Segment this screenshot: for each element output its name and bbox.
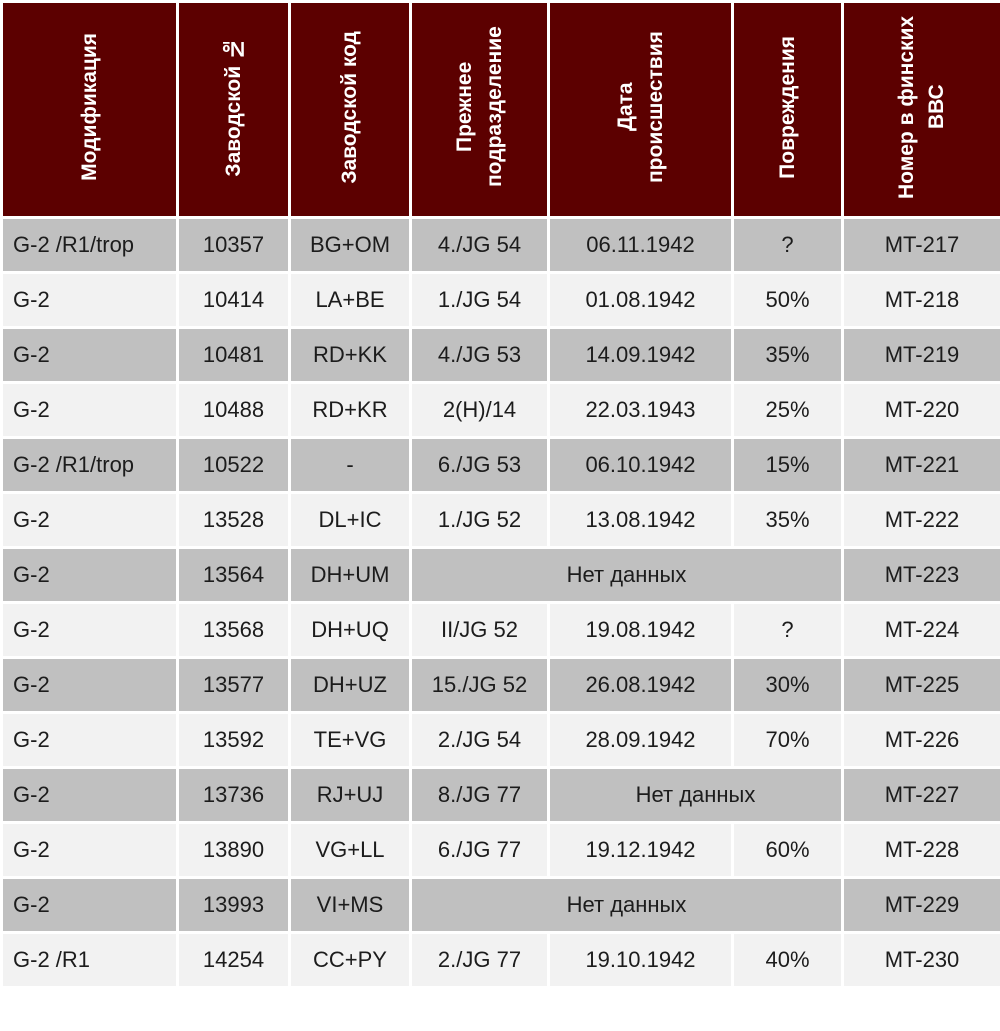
cell-finnish-af-number: MT-228 bbox=[843, 823, 1000, 878]
cell-serial-number: 13528 bbox=[178, 493, 290, 548]
cell-modification: G-2 bbox=[2, 603, 178, 658]
cell-serial-number: 13890 bbox=[178, 823, 290, 878]
cell-no-data: Нет данных bbox=[411, 548, 843, 603]
table-row bbox=[2, 493, 1000, 548]
cell-no-data: Нет данных bbox=[411, 878, 843, 933]
cell-damage: 40% bbox=[733, 933, 843, 988]
cell-previous-unit: 2./JG 77 bbox=[411, 933, 549, 988]
table-row bbox=[2, 383, 1000, 438]
header-finnish-af-number bbox=[843, 2, 1000, 218]
cell-factory-code: RJ+UJ bbox=[290, 768, 411, 823]
header-incident-date bbox=[549, 2, 733, 218]
cell-modification: G-2 /R1/trop bbox=[2, 438, 178, 493]
cell-factory-code: DH+UM bbox=[290, 548, 411, 603]
cell-finnish-af-number: MT-230 bbox=[843, 933, 1000, 988]
cell-modification: G-2 bbox=[2, 713, 178, 768]
cell-factory-code: TE+VG bbox=[290, 713, 411, 768]
cell-previous-unit: 4./JG 54 bbox=[411, 218, 549, 273]
cell-damage: 50% bbox=[733, 273, 843, 328]
table-row bbox=[2, 328, 1000, 383]
cell-previous-unit: 1./JG 52 bbox=[411, 493, 549, 548]
header-serial-number-label: Заводской № bbox=[221, 37, 245, 177]
cell-serial-number: 10522 bbox=[178, 438, 290, 493]
cell-incident-date: 28.09.1942 bbox=[549, 713, 733, 768]
header-factory-code bbox=[290, 2, 411, 218]
table-row bbox=[2, 658, 1000, 713]
cell-factory-code: BG+OM bbox=[290, 218, 411, 273]
cell-finnish-af-number: MT-224 bbox=[843, 603, 1000, 658]
cell-previous-unit: 4./JG 53 bbox=[411, 328, 549, 383]
cell-previous-unit: II/JG 52 bbox=[411, 603, 549, 658]
cell-serial-number: 13577 bbox=[178, 658, 290, 713]
cell-modification: G-2 bbox=[2, 273, 178, 328]
cell-factory-code: DH+UQ bbox=[290, 603, 411, 658]
table-row bbox=[2, 768, 1000, 823]
header-modification-label: Модификация bbox=[77, 33, 101, 181]
cell-incident-date: 01.08.1942 bbox=[549, 273, 733, 328]
cell-serial-number: 10481 bbox=[178, 328, 290, 383]
cell-modification: G-2 bbox=[2, 823, 178, 878]
cell-modification: G-2 bbox=[2, 768, 178, 823]
cell-incident-date: 06.11.1942 bbox=[549, 218, 733, 273]
cell-serial-number: 10414 bbox=[178, 273, 290, 328]
cell-damage: 35% bbox=[733, 328, 843, 383]
table-row bbox=[2, 273, 1000, 328]
table-row bbox=[2, 823, 1000, 878]
cell-previous-unit: 15./JG 52 bbox=[411, 658, 549, 713]
cell-previous-unit: 6./JG 53 bbox=[411, 438, 549, 493]
cell-factory-code: - bbox=[290, 438, 411, 493]
cell-factory-code: DL+IC bbox=[290, 493, 411, 548]
cell-previous-unit: 2(H)/14 bbox=[411, 383, 549, 438]
cell-damage: ? bbox=[733, 603, 843, 658]
cell-previous-unit: 6./JG 77 bbox=[411, 823, 549, 878]
cell-modification: G-2 bbox=[2, 878, 178, 933]
header-previous-unit bbox=[411, 2, 549, 218]
cell-finnish-af-number: MT-217 bbox=[843, 218, 1000, 273]
cell-finnish-af-number: MT-229 bbox=[843, 878, 1000, 933]
cell-incident-date: 19.12.1942 bbox=[549, 823, 733, 878]
cell-finnish-af-number: MT-218 bbox=[843, 273, 1000, 328]
cell-finnish-af-number: MT-222 bbox=[843, 493, 1000, 548]
cell-finnish-af-number: MT-223 bbox=[843, 548, 1000, 603]
cell-serial-number: 14254 bbox=[178, 933, 290, 988]
table-row bbox=[2, 548, 1000, 603]
cell-finnish-af-number: MT-220 bbox=[843, 383, 1000, 438]
cell-previous-unit: 8./JG 77 bbox=[411, 768, 549, 823]
cell-incident-date: 13.08.1942 bbox=[549, 493, 733, 548]
cell-finnish-af-number: MT-227 bbox=[843, 768, 1000, 823]
cell-modification: G-2 /R1 bbox=[2, 933, 178, 988]
cell-previous-unit: 2./JG 54 bbox=[411, 713, 549, 768]
table-row bbox=[2, 933, 1000, 988]
cell-incident-date: 26.08.1942 bbox=[549, 658, 733, 713]
cell-factory-code: LA+BE bbox=[290, 273, 411, 328]
cell-factory-code: VG+LL bbox=[290, 823, 411, 878]
cell-serial-number: 10357 bbox=[178, 218, 290, 273]
cell-incident-date: 19.08.1942 bbox=[549, 603, 733, 658]
header-modification bbox=[2, 2, 178, 218]
header-factory-code-label: Заводской код bbox=[338, 30, 361, 184]
table-row bbox=[2, 438, 1000, 493]
cell-modification: G-2 bbox=[2, 658, 178, 713]
cell-damage: ? bbox=[733, 218, 843, 273]
cell-serial-number: 13993 bbox=[178, 878, 290, 933]
cell-serial-number: 10488 bbox=[178, 383, 290, 438]
cell-previous-unit: 1./JG 54 bbox=[411, 273, 549, 328]
cell-damage: 60% bbox=[733, 823, 843, 878]
header-previous-unit-label: Прежнее подразделение bbox=[452, 26, 506, 188]
cell-factory-code: RD+KR bbox=[290, 383, 411, 438]
cell-modification: G-2 bbox=[2, 493, 178, 548]
header-finnish-af-number-label: Номер в финских ВВС bbox=[895, 15, 948, 199]
header-damage-label: Повреждения bbox=[775, 35, 799, 179]
table-row bbox=[2, 878, 1000, 933]
cell-incident-date: 14.09.1942 bbox=[549, 328, 733, 383]
cell-incident-date: 06.10.1942 bbox=[549, 438, 733, 493]
table-row bbox=[2, 603, 1000, 658]
cell-finnish-af-number: MT-219 bbox=[843, 328, 1000, 383]
cell-serial-number: 13564 bbox=[178, 548, 290, 603]
table-row bbox=[2, 218, 1000, 273]
header-row bbox=[2, 2, 1000, 218]
cell-factory-code: DH+UZ bbox=[290, 658, 411, 713]
cell-finnish-af-number: MT-226 bbox=[843, 713, 1000, 768]
cell-incident-date: 19.10.1942 bbox=[549, 933, 733, 988]
header-serial-number bbox=[178, 2, 290, 218]
cell-factory-code: CC+PY bbox=[290, 933, 411, 988]
cell-damage: 30% bbox=[733, 658, 843, 713]
cell-modification: G-2 bbox=[2, 548, 178, 603]
cell-damage: 15% bbox=[733, 438, 843, 493]
cell-modification: G-2 bbox=[2, 328, 178, 383]
cell-serial-number: 13592 bbox=[178, 713, 290, 768]
cell-serial-number: 13568 bbox=[178, 603, 290, 658]
table-row bbox=[2, 713, 1000, 768]
cell-modification: G-2 bbox=[2, 383, 178, 438]
cell-modification: G-2 /R1/trop bbox=[2, 218, 178, 273]
cell-incident-date: 22.03.1943 bbox=[549, 383, 733, 438]
cell-no-data: Нет данных bbox=[549, 768, 843, 823]
cell-serial-number: 13736 bbox=[178, 768, 290, 823]
cell-damage: 70% bbox=[733, 713, 843, 768]
cell-damage: 25% bbox=[733, 383, 843, 438]
cell-finnish-af-number: MT-225 bbox=[843, 658, 1000, 713]
cell-factory-code: VI+MS bbox=[290, 878, 411, 933]
cell-damage: 35% bbox=[733, 493, 843, 548]
cell-finnish-af-number: MT-221 bbox=[843, 438, 1000, 493]
header-incident-date-label: Дата происшествия bbox=[613, 31, 667, 183]
header-damage bbox=[733, 2, 843, 218]
cell-factory-code: RD+KK bbox=[290, 328, 411, 383]
